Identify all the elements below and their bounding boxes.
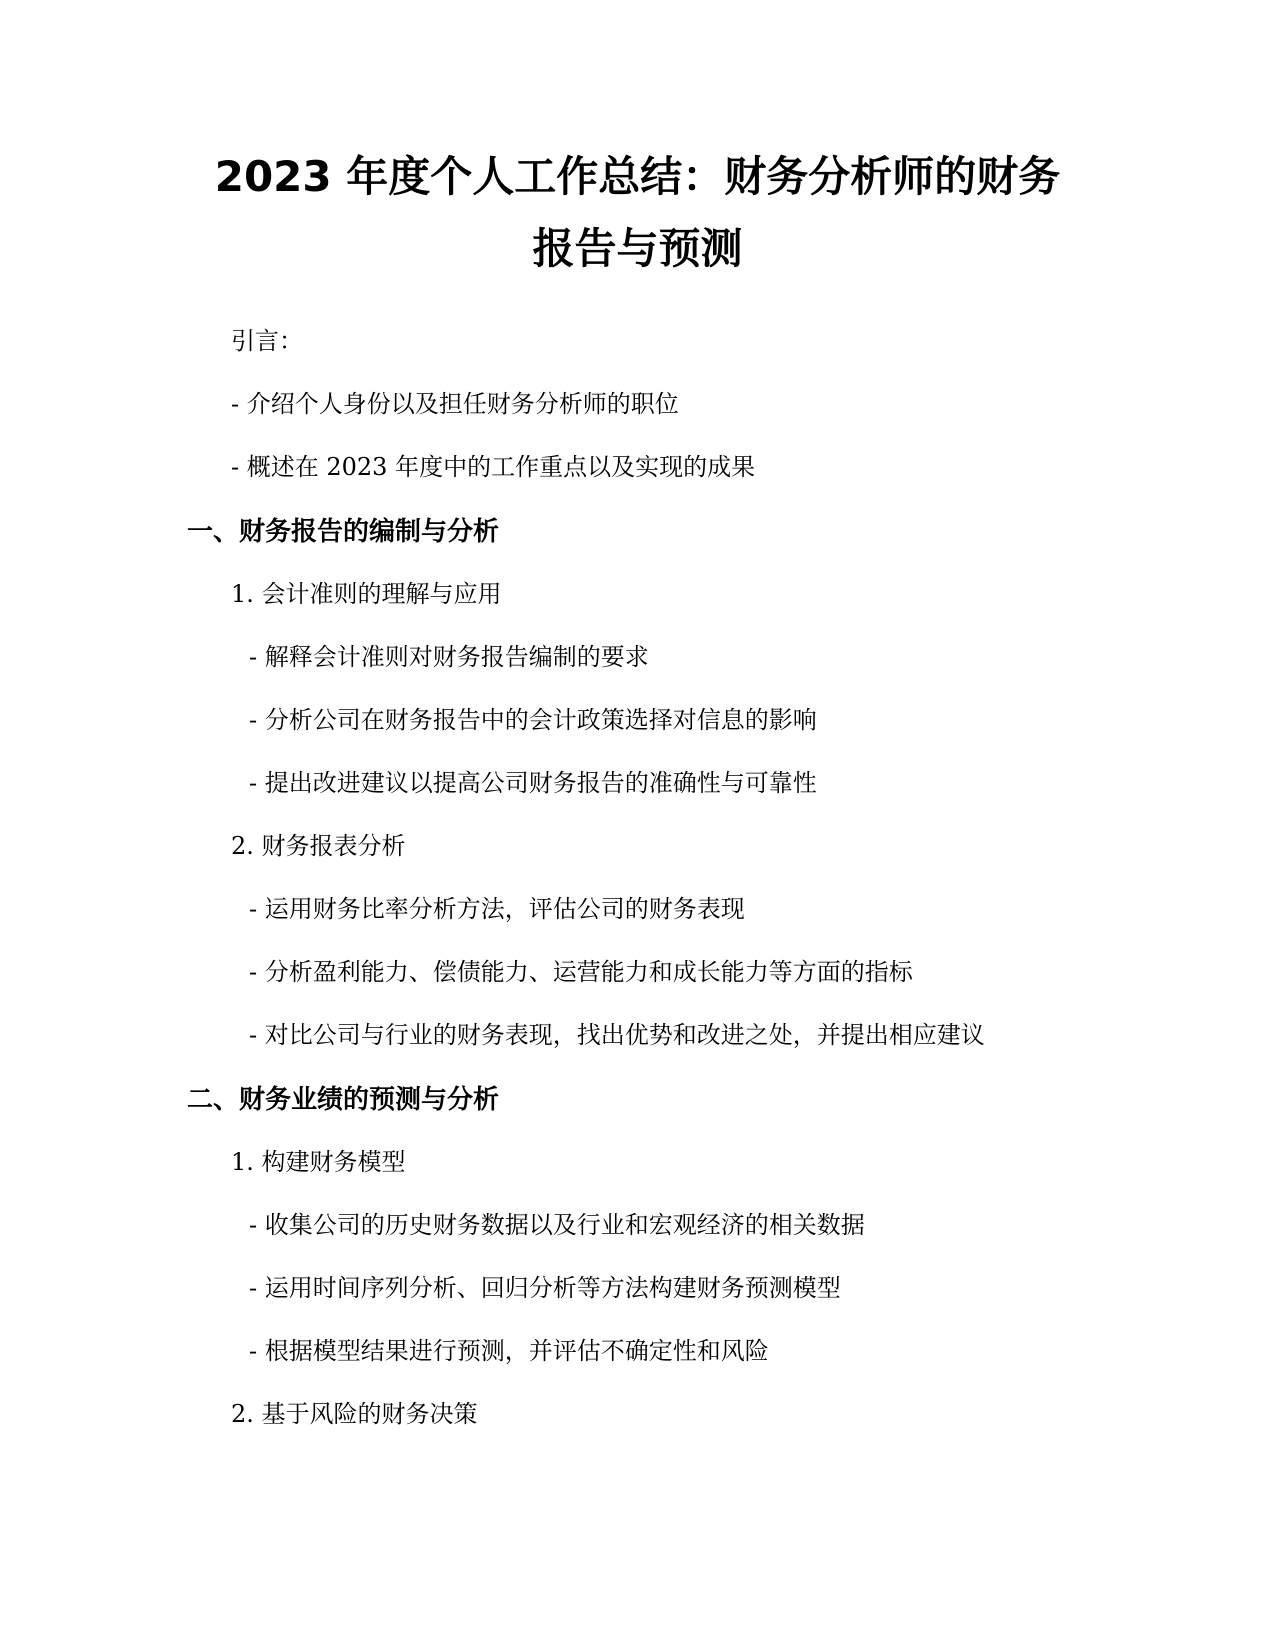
document-title-line-2: 报告与预测 bbox=[532, 224, 743, 273]
section-1-subsection-1-item-2: - 分析公司在财务报告中的会计政策选择对信息的影响 bbox=[249, 706, 817, 734]
section-1-subsection-2-item-2: - 分析盈利能力、偿债能力、运营能力和成长能力等方面的指标 bbox=[249, 958, 913, 986]
section-1-subsection-1-title: 1. 会计准则的理解与应用 bbox=[231, 580, 502, 608]
section-1-subsection-2-title: 2. 财务报表分析 bbox=[231, 832, 406, 860]
section-1-subsection-2-item-1: - 运用财务比率分析方法，评估公司的财务表现 bbox=[249, 895, 745, 923]
section-1-subsection-1-item-3: - 提出改进建议以提高公司财务报告的准确性与可靠性 bbox=[249, 769, 817, 797]
section-2-subsection-1-title: 1. 构建财务模型 bbox=[231, 1148, 406, 1176]
section-1-subsection-2-item-3: - 对比公司与行业的财务表现，找出优势和改进之处，并提出相应建议 bbox=[249, 1021, 985, 1049]
section-2-subsection-1-item-3: - 根据模型结果进行预测，并评估不确定性和风险 bbox=[249, 1337, 769, 1365]
section-2-subsection-1-item-2: - 运用时间序列分析、回归分析等方法构建财务预测模型 bbox=[249, 1274, 841, 1302]
intro-label: 引言： bbox=[231, 327, 303, 355]
section-1-heading: 一、财务报告的编制与分析 bbox=[187, 517, 500, 547]
document-title-line-1: 2023 年度个人工作总结：财务分析师的财务 bbox=[214, 152, 1061, 201]
section-2-subsection-2-title: 2. 基于风险的财务决策 bbox=[231, 1400, 478, 1428]
section-2-heading: 二、财务业绩的预测与分析 bbox=[187, 1085, 500, 1115]
intro-item-1: - 介绍个人身份以及担任财务分析师的职位 bbox=[231, 390, 679, 418]
section-2-subsection-1-item-1: - 收集公司的历史财务数据以及行业和宏观经济的相关数据 bbox=[249, 1211, 865, 1239]
intro-item-2: - 概述在 2023 年度中的工作重点以及实现的成果 bbox=[231, 453, 756, 481]
section-1-subsection-1-item-1: - 解释会计准则对财务报告编制的要求 bbox=[249, 643, 649, 671]
